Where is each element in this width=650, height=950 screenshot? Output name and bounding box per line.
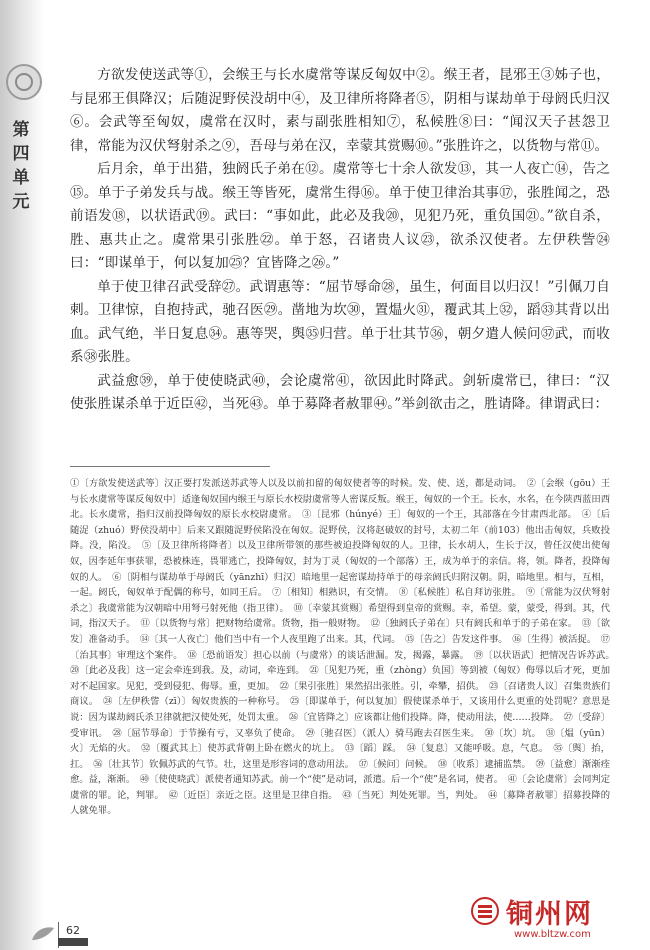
unit-label-char: 单: [12, 168, 30, 188]
watermark-logo-icon: [470, 896, 500, 926]
body-paragraph: 方欲发使送武等①，会缑王与长水虞常等谋反匈奴中②。缑王者，昆邪王③姊子也，与昆邪王俱降汉；后随浞野侯没胡中④，及卫律所将降者⑤，阴相与谋劫单于母阏氏归汉⑥。会武等至匈奴，虞常在汉时，素与副张胜相知⑦，私候胜⑧曰：“闻汉天子甚怨卫律，常能为汉伏弩射杀之⑨，吾母与弟在汉，幸蒙其赏赐⑩。”张胜许之，以货物与常⑪。: [70, 67, 610, 154]
watermark-title: 铜州网: [506, 899, 593, 930]
watermark-url: www.bltzw.com: [514, 929, 591, 940]
leaf-icon: [30, 924, 56, 942]
body-paragraph: 武益愈㊴，单于使使晓武㊵，会论虞常㊶，欲因此时降武。剑斩虞常已，律曰：“汉使张胜谋杀单于近臣㊷，当死㊸。单于募降者赦罪㊹。”举剑欲击之，胜请降。律谓武曰：: [70, 372, 610, 412]
unit-label: [6, 118, 36, 214]
decorative-spine: [0, 0, 44, 950]
footnotes: [70, 476, 620, 819]
page-number: 62: [66, 924, 80, 937]
decorative-seal-icon: [6, 64, 42, 100]
page-number-bar: [58, 938, 88, 946]
body-paragraph: 后月余，单于出猎，独阏氏子弟在⑫。虞常等七十余人欲发⑬，其一人夜亡⑭，告之⑮。单于子弟发兵与战。缑王等皆死，虞常生得⑯。单于使卫律治其事⑰，张胜闻之，恐前语发⑱，以状语武⑲。武曰：“事如此，此必及我⑳，见犯乃死，重负国㉑。”欲自杀，胜、惠共止之。虞常果引张胜㉒。单于怒，召诸贵人议㉓，欲杀汉使者。左伊秩訾㉔曰：“即谋单于，何以复加㉕？宜皆降之㉖。”: [70, 161, 610, 271]
unit-label-char: 四: [12, 144, 30, 164]
footnote-divider: [70, 466, 270, 467]
unit-label-char: 元: [12, 192, 30, 212]
unit-label-char: 第: [12, 120, 30, 140]
footnote-text: ①〔方欲发使送武等〕汉正要打发派送苏武等人以及以前扣留的匈奴使者等的时候。发、使、送，都是动词。 ②〔会缑（gōu）王与长水虞常等谋反匈奴中〕适逢匈奴国内缑王与原长水校尉虞常等人密谋反叛。缑王，匈奴的一个王。长水，水名，在今陕西蓝田西北。长水虞常，指归汉前投降匈奴的原长水校尉虞常。 ③〔昆邪（húnyé）王〕匈奴的一个王，其部落在今甘肃西北部。 ④〔后随浞（zhuó）野侯没胡中〕后来又跟随浞野侯陷没在匈奴。浞野侯，汉将赵破奴的封号，太初二年（前103）他出击匈奴，兵败投降。没，陷没。 ⑤〔及卫律所将降者〕以及卫律所带领的那些被迫投降匈奴的人。卫律，长水胡人，生长于汉，曾任汉使出使匈奴，因李延年事获罪，恐被株连，畏罪逃亡，投降匈奴，封为丁灵（匈奴的一个部落）王，成为单于的亲信。将，领。降者，投降匈奴的人。 ⑥〔阴相与谋劫单于母阏氏（yānzhī）归汉〕暗地里一起密谋劫持单于的母亲阏氏归附汉朝。阴，暗地里。相与，互相，一起。阏氏，匈奴单于配偶的称号，如同王后。 ⑦〔相知〕相熟识，有交情。 ⑧〔私候胜〕私自拜访张胜。 ⑨〔常能为汉伏弩射杀之〕我虞常能为汉朝暗中用弩弓射死他（指卫律）。 ⑩〔幸蒙其赏赐〕希望得到皇帝的赏赐。幸，希望。蒙，蒙受，得到。其，代词，指汉天子。 ⑪〔以货物与常〕把财物给虞常。货物，指一般财物。 ⑫〔独阏氏子弟在〕只有阏氏和单于的子弟在家。 ⑬〔欲发〕准备动手。 ⑭〔其一人夜亡〕他们当中有一个人夜里跑了出来。其，代词。 ⑮〔告之〕告发这件事。 ⑯〔生得〕被活捉。 ⑰〔治其事〕审理这个案件。 ⑱〔恐前语发〕担心以前（与虞常）的谈话泄漏。发，揭露，暴露。 ⑲〔以状语武〕把情况告诉苏武。 ⑳〔此必及我〕这一定会牵连到我。及，动词，牵连到。 ㉑〔见犯乃死，重（zhòng）负国〕等到被（匈奴）侮辱以后才死，更加对不起国家。见犯，受到侵犯、侮辱。重，更加。 ㉒〔果引张胜〕果然招出张胜。引，牵攀，招供。 ㉓〔召诸贵人议〕召集贵族们商议。 ㉔〔左伊秩訾（zī）〕匈奴贵族的一种称号。 ㉕〔即谋单于，何以复加〕假使谋杀单于，又该用什么更重的处罚呢？意思是说：因为谋劫阏氏杀卫律就把汉使处死，处罚太重。 ㉖〔宜皆降之〕应该都让他们投降。降，使动用法，使……投降。 ㉗〔受辞〕受审讯。 ㉘〔屈节辱命〕于节操有亏，又辜负了使命。 ㉙〔驰召医〕（派人）骑马跑去召医生来。 ㉚〔坎〕坑。 ㉛〔煴（yūn）火〕无焰的火。 ㉜〔覆武其上〕使苏武背朝上卧在燃火的坑上。 ㉝〔蹈〕踩。 ㉞〔复息〕又能呼吸。息，气息。 ㉟〔舆〕抬，扛。 ㊱〔壮其节〕钦佩苏武的气节。壮，这里是形容词的意动用法。 ㊲〔候问〕问候。 ㊳〔收系〕逮捕监禁。 ㊴〔益愈〕渐渐痊愈。益，渐渐。 ㊵〔使使晓武〕派使者通知苏武。前一个“使”是动词，派遣。后一个“使”是名词，使者。 ㊶〔会论虞常〕会同判定虞常的罪。论，判罪。 ㊷〔近臣〕亲近之臣。这里是卫律自指。 ㊸〔当死〕判处死罪。当，判处。 ㊹〔募降者赦罪〕招募投降的人就免罪。: [70, 478, 620, 817]
main-text: [70, 64, 610, 417]
body-paragraph: 单于使卫律召武受辞㉗。武谓惠等：“屈节辱命㉘，虽生，何面目以归汉！”引佩刀自刺。卫律惊，自抱持武，驰召医㉙。凿地为坎㉚，置煴火㉛，覆武其上㉜，蹈㉝其背以出血。武气绝，半日复息㉞。惠等哭，舆㉟归营。单于壮其节㊱，朝夕遣人候问㊲武，而收系㊳张胜。: [70, 278, 610, 365]
